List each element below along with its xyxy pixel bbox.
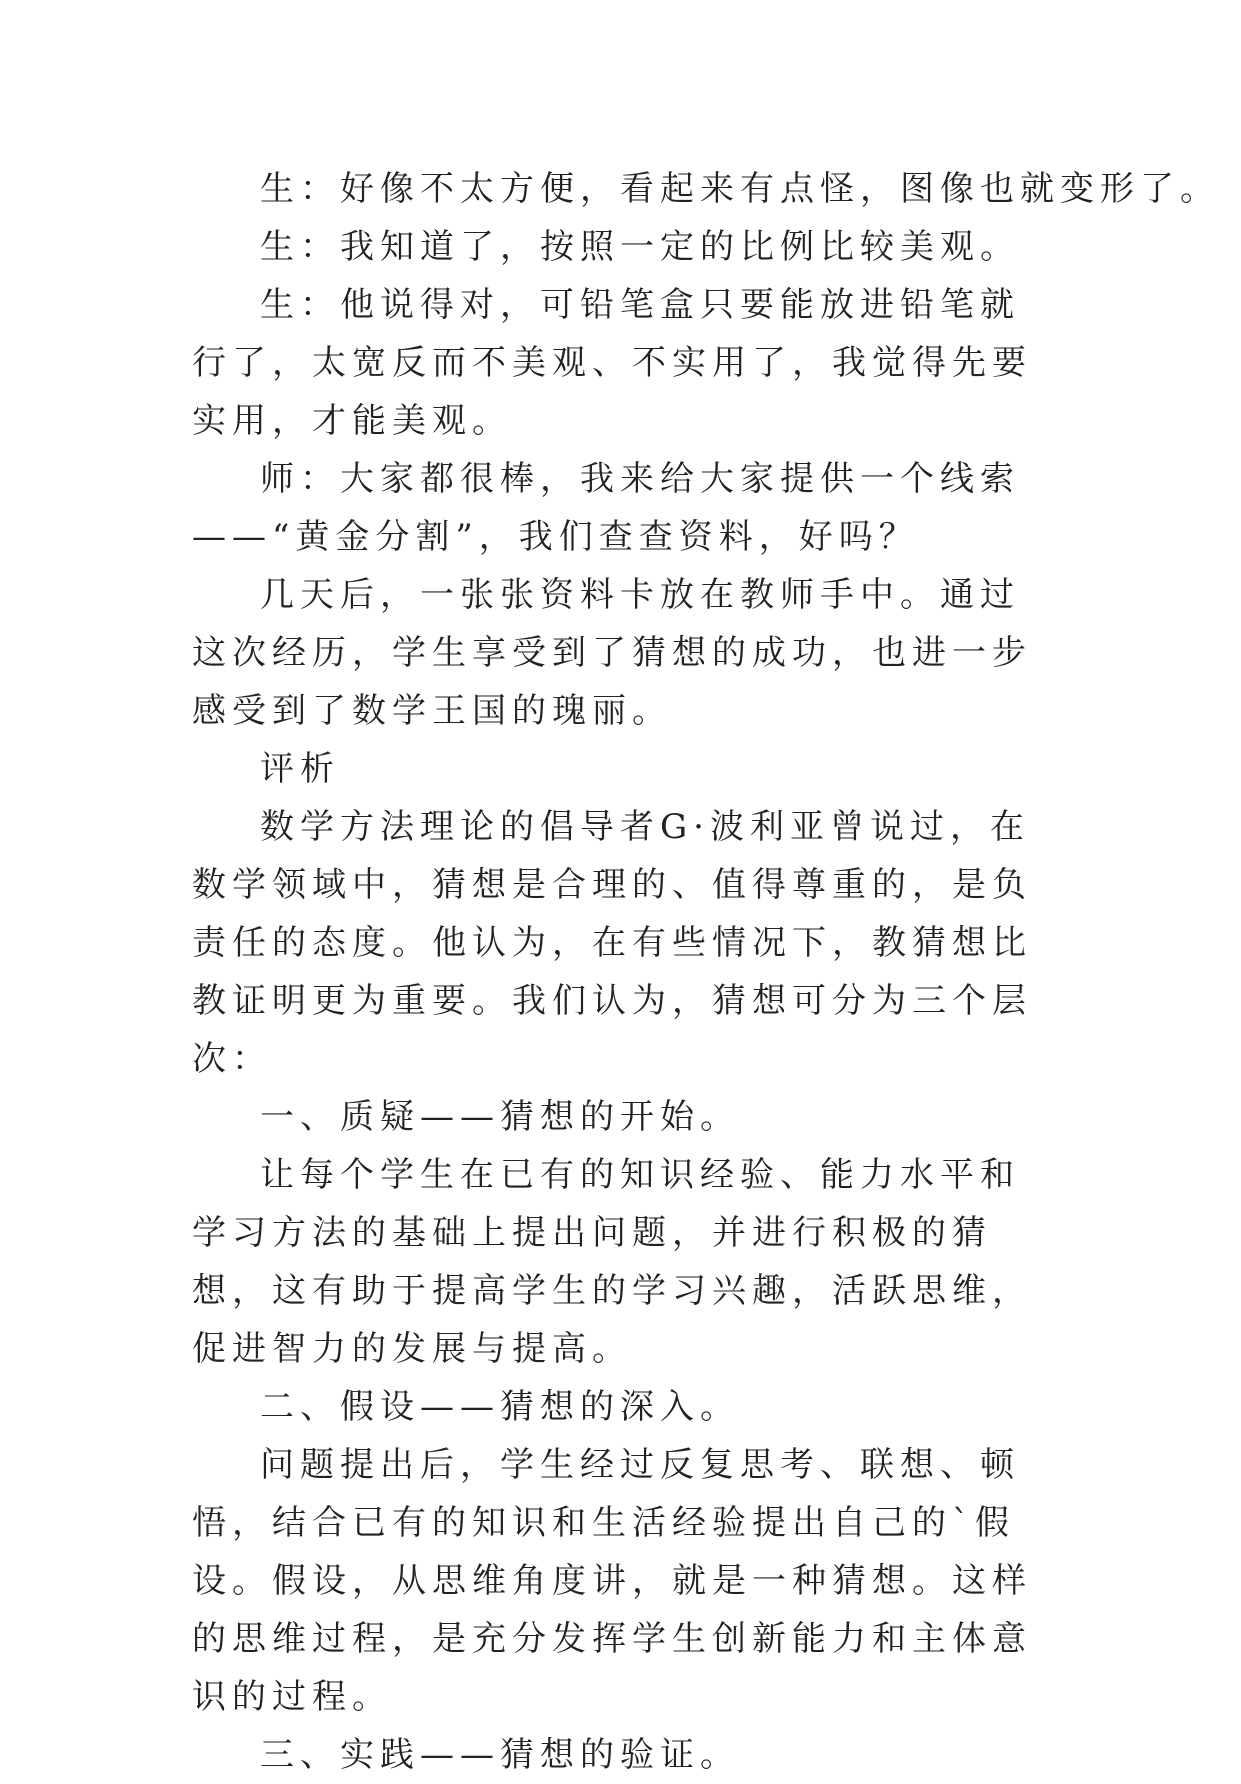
list-heading-3: 三、实践——猜想的验证。 — [260, 1735, 740, 1775]
paragraph-student-2: 生：我知道了，按照一定的比例比较美观。 — [260, 227, 1020, 267]
document-body — [192, 160, 1220, 1784]
paragraph-analysis-intro: 数学方法理论的倡导者G·波利亚曾说过，在数学领域中，猜想是合理的、值得尊重的，是负责任的态度。他认为，在有些情况下，教猜想比教证明更为重要。我们认为，猜想可分为三个层次： — [192, 807, 1032, 1079]
paragraph-student-3: 生：他说得对，可铅笔盒只要能放进铅笔就行了，太宽反而不美观、不实用了，我觉得先要实用，才能美观。 — [192, 285, 1032, 441]
paragraph-narrative: 几天后，一张张资料卡放在教师手中。通过这次经历，学生享受到了猜想的成功，也进一步感受到了数学王国的瑰丽。 — [192, 575, 1032, 731]
section-heading-analysis: 评析 — [260, 749, 340, 789]
paragraph-student-1: 生：好像不太方便，看起来有点怪，图像也就变形了。 — [260, 169, 1220, 209]
list-heading-1: 一、质疑——猜想的开始。 — [260, 1097, 740, 1137]
paragraph-level-1: 让每个学生在已有的知识经验、能力水平和学习方法的基础上提出问题，并进行积极的猜想，这有助于提高学生的学习兴趣，活跃思维，促进智力的发展与提高。 — [192, 1155, 1032, 1369]
list-heading-2: 二、假设——猜想的深入。 — [260, 1387, 740, 1427]
paragraph-level-2: 问题提出后，学生经过反复思考、联想、顿悟，结合已有的知识和生活经验提出自己的`假设。假设，从思维角度讲，就是一种猜想。这样的思维过程，是充分发挥学生创新能力和主体意识的过程。 — [192, 1445, 1032, 1717]
paragraph-teacher: 师：大家都很棒，我来给大家提供一个线索——“黄金分割”，我们查查资料，好吗？ — [192, 459, 1020, 557]
